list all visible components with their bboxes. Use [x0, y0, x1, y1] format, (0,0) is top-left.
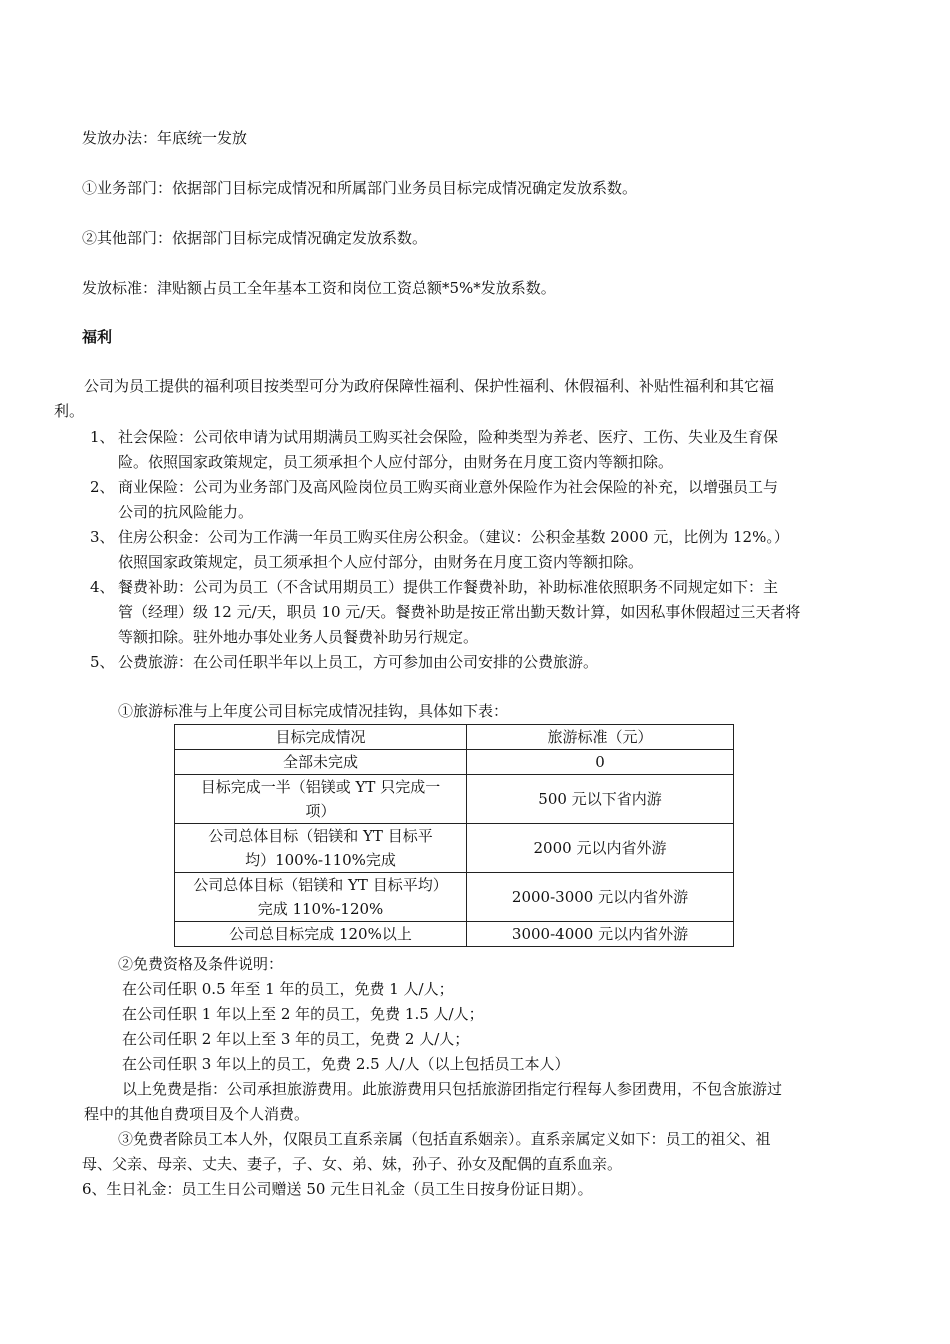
cell-line: 公司总目标完成 120%以上: [229, 925, 412, 943]
item-text-line: 住房公积金：公司为工作满一年员工购买住房公积金。（建议：公积金基数 2000 元，比例为 12%。）: [118, 528, 789, 546]
cell-line: 公司总体目标（铝镁和 YT 目标平均）: [193, 876, 448, 894]
item-text-line: 险。依照国家政策规定，员工须承担个人应付部分，由财务在月度工资内等额扣除。: [118, 453, 674, 471]
cell-line: 公司总体目标（铝镁和 YT 目标平: [208, 827, 433, 845]
table-row: [175, 873, 734, 922]
item-number: 1、: [90, 428, 115, 446]
distribution-standard: 发放标准：津贴额占员工全年基本工资和岗位工资总额*5%*发放系数。: [82, 279, 556, 297]
standard-cell: 2000 元以内省外游: [467, 824, 734, 873]
condition-cell: [175, 775, 467, 824]
column-header: 目标完成情况: [175, 725, 467, 750]
relatives-line-1: ③免费者除员工本人外，仅限员工直系亲属（包括直系姻亲）。直系亲属定义如下：员工的祖父、祖: [118, 1130, 771, 1148]
birthday-gift: 6、生日礼金：员工生日公司赠送 50 元生日礼金（员工生日按身份证日期）。: [82, 1180, 593, 1198]
item-text-line: 社会保险：公司依申请为试用期满员工购买社会保险，险种类型为养老、医疗、工伤、失业及生育保: [118, 428, 779, 446]
item-text-line: 商业保险：公司为业务部门及高风险岗位员工购买商业意外保险作为社会保险的补充，以增强员工与: [118, 478, 779, 496]
table-row: [175, 775, 734, 824]
free-line: 在公司任职 0.5 年至 1 年的员工，免费 1 人/人；: [122, 980, 454, 998]
condition-cell: [175, 873, 467, 922]
table-row: [175, 750, 734, 775]
item-text-line: 等额扣除。驻外地办事处业务人员餐费补助另行规定。: [118, 628, 479, 646]
free-line: 在公司任职 1 年以上至 2 年的员工，免费 1.5 人/人；: [122, 1005, 484, 1023]
item-text-line: 公费旅游：在公司任职半年以上员工，方可参加由公司安排的公费旅游。: [118, 653, 599, 671]
column-header: 旅游标准（元）: [467, 725, 734, 750]
item-number: 3、: [90, 528, 115, 546]
item-text-line: 管（经理）级 12 元/天，职员 10 元/天。餐费补助是按正常出勤天数计算，如因私事休假超过三天者将: [118, 603, 801, 621]
cell-line: 目标完成一半（铝镁或 YT 只完成一: [200, 778, 441, 796]
relatives-line-2: 母、父亲、母亲、丈夫、妻子，子、女、弟、妹，孙子、孙女及配偶的直系血亲。: [82, 1155, 623, 1173]
business-dept-rule: ①业务部门：依据部门目标完成情况和所属部门业务员目标完成情况确定发放系数。: [82, 179, 638, 197]
free-line: 在公司任职 2 年以上至 3 年的员工，免费 2 人/人；: [122, 1030, 470, 1048]
condition-cell: [175, 750, 467, 775]
cell-line: 完成 110%-120%: [257, 900, 384, 918]
table-row: [175, 824, 734, 873]
distribution-method: 发放办法：年底统一发放: [82, 129, 248, 147]
item-number: 5、: [90, 653, 115, 671]
intro-line-1: 公司为员工提供的福利项目按类型可分为政府保障性福利、保护性福利、休假福利、补贴性福利和其它福: [84, 377, 775, 395]
tour-standard-table: [174, 724, 734, 947]
item-number: 2、: [90, 478, 115, 496]
standard-cell: 500 元以下省内游: [467, 775, 734, 824]
table-row: [175, 922, 734, 947]
cell-line: 全部未完成: [282, 753, 358, 771]
intro-line-2: 利。: [54, 402, 85, 420]
standard-cell: 2000-3000 元以内省外游: [467, 873, 734, 922]
item-text-line: 餐费补助：公司为员工（不含试用期员工）提供工作餐费补助，补助标准依照职务不同规定如下：主: [118, 578, 779, 596]
free-note-line-2: 程中的其他自费项目及个人消费。: [84, 1105, 310, 1123]
table-header-row: [175, 725, 734, 750]
other-dept-rule: ②其他部门：依据部门目标完成情况确定发放系数。: [82, 229, 428, 247]
item-text-line: 公司的抗风险能力。: [118, 503, 254, 521]
free-title: ②免费资格及条件说明：: [118, 955, 284, 973]
section-title: 福利: [82, 328, 113, 346]
condition-cell: [175, 824, 467, 873]
free-line: 在公司任职 3 年以上的员工，免费 2.5 人/人（以上包括员工本人）: [122, 1055, 570, 1073]
standard-cell: 3000-4000 元以内省外游: [467, 922, 734, 947]
standard-cell: 0: [467, 750, 734, 775]
free-note-line-1: 以上免费是指：公司承担旅游费用。此旅游费用只包括旅游团指定行程每人参团费用，不包含旅游过: [122, 1080, 783, 1098]
tour-caption: ①旅游标准与上年度公司目标完成情况挂钩，具体如下表：: [118, 702, 509, 720]
cell-line: 项）: [305, 802, 336, 820]
item-text-line: 依照国家政策规定，员工须承担个人应付部分，由财务在月度工资内等额扣除。: [118, 553, 644, 571]
item-number: 4、: [90, 578, 115, 596]
cell-line: 均）100%-110%完成: [245, 851, 396, 869]
condition-cell: [175, 922, 467, 947]
